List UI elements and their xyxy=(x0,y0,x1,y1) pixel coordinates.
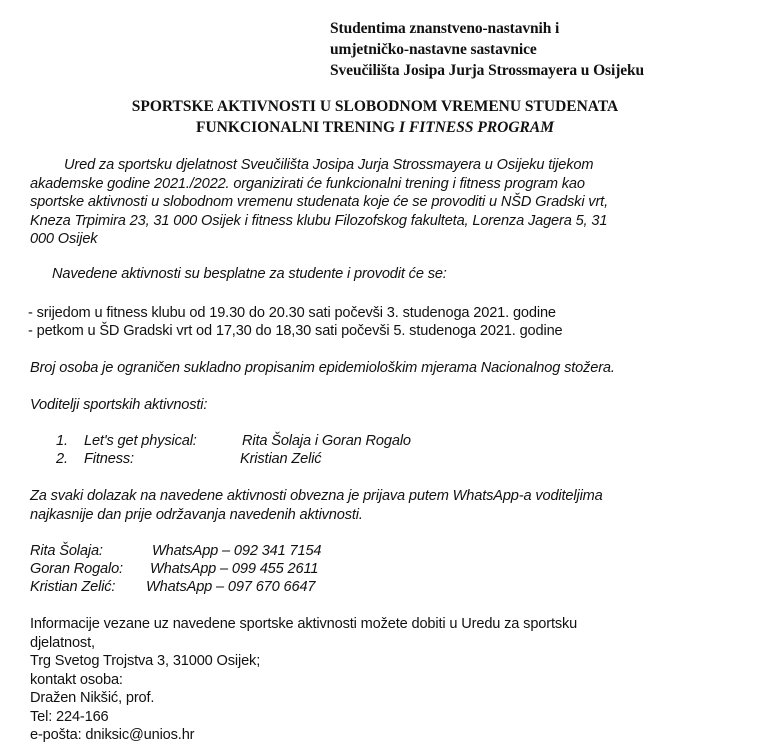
leader-names: Rita Šolaja i Goran Rogalo xyxy=(242,433,411,449)
info-phone: Tel: 224-166 xyxy=(30,708,109,725)
intro-line-1: Ured za sportsku djelatnost Sveučilišta Josipa Jurja Strossmayera u Osijeku tijekom xyxy=(64,157,594,173)
intro-line-4: Kneza Trpimira 23, 31 000 Osijek i fitness klubu Filozofskog fakulteta, Lorenza Jagera 5, 31 xyxy=(30,212,608,229)
title-main-part: FUNKCIONALNI TRENING xyxy=(195,119,396,136)
contact-whatsapp: WhatsApp – 099 455 2611 xyxy=(150,561,319,577)
contact-row-3 xyxy=(0,578,776,596)
title-italic-part: I FITNESS PROGRAM xyxy=(398,119,554,136)
intro-line-2: akademske godine 2021./2022. organizirati će funkcionalni trening i fitness program kao xyxy=(30,175,585,192)
info-block xyxy=(30,615,577,745)
leaders-heading: Voditelji sportskih aktivnosti: xyxy=(30,397,208,413)
info-address: Trg Svetog Trojstva 3, 31000 Osijek; xyxy=(30,653,261,669)
free-activities-note: Navedene aktivnosti su besplatne za studente i provodit će se: xyxy=(52,266,447,282)
intro-line-3: sportske aktivnosti u slobodnom vremenu studenata koje će se provoditi u NŠD Gradski vrt, xyxy=(30,194,608,210)
contact-name: Kristian Zelić: xyxy=(30,579,116,595)
contact-row-2 xyxy=(0,560,776,578)
schedule-item-wednesday: - srijedom u fitness klubu od 19.30 do 20.30 sati počevši 3. studenoga 2021. godine xyxy=(28,305,556,321)
registration-line-2: najkasnije dan prije održavanja navedenih aktivnosti. xyxy=(30,506,363,523)
leader-row-2 xyxy=(0,450,776,468)
addressee-line-1: Studentima znanstveno-nastavnih i xyxy=(330,20,560,37)
leader-row-1 xyxy=(0,432,776,450)
document-title-line-1: SPORTSKE AKTIVNOSTI U SLOBODNOM VREMENU STUDENATA xyxy=(131,98,619,115)
info-email: e-pošta: dniksic@unios.hr xyxy=(30,727,195,743)
info-line-2: djelatnost, xyxy=(30,634,95,651)
contact-row-1 xyxy=(0,542,776,560)
addressee-line-2: umjetničko-nastavne sastavnice xyxy=(330,41,537,58)
leader-activity: Let's get physical: xyxy=(84,433,197,449)
registration-line-1: Za svaki dolazak na navedene aktivnosti obvezna je prijava putem WhatsApp-a voditeljima xyxy=(30,488,603,504)
info-contact-person: Dražen Nikšić, prof. xyxy=(30,690,155,706)
contact-whatsapp: WhatsApp – 097 670 6647 xyxy=(146,579,316,595)
leader-number: 1. xyxy=(56,433,68,449)
contact-whatsapp: WhatsApp – 092 341 7154 xyxy=(152,543,322,559)
info-contact-label: kontakt osoba: xyxy=(30,671,123,688)
schedule-item-friday: - petkom u ŠD Gradski vrt od 17,30 do 18,30 sati počevši 5. studenoga 2021. godine xyxy=(28,323,563,339)
addressee-line-3: Sveučilišta Josipa Jurja Strossmayera u Osijeku xyxy=(330,62,645,79)
intro-paragraph xyxy=(30,156,608,249)
registration-required-note xyxy=(30,487,603,524)
leader-activity: Fitness: xyxy=(84,451,134,467)
info-line-1: Informacije vezane uz navedene sportske aktivnosti možete dobiti u Uredu za sportsku xyxy=(30,616,578,632)
capacity-note: Broj osoba je ograničen sukladno propisanim epidemiološkim mjerama Nacionalnog stožera. xyxy=(30,360,615,376)
leader-names: Kristian Zelić xyxy=(240,451,322,467)
leader-number: 2. xyxy=(56,451,68,467)
document-title-line-2 xyxy=(60,117,690,138)
contact-name: Goran Rogalo: xyxy=(30,561,123,577)
contact-name: Rita Šolaja: xyxy=(30,543,103,559)
addressee-block xyxy=(330,18,644,81)
intro-line-5: 000 Osijek xyxy=(30,231,98,247)
